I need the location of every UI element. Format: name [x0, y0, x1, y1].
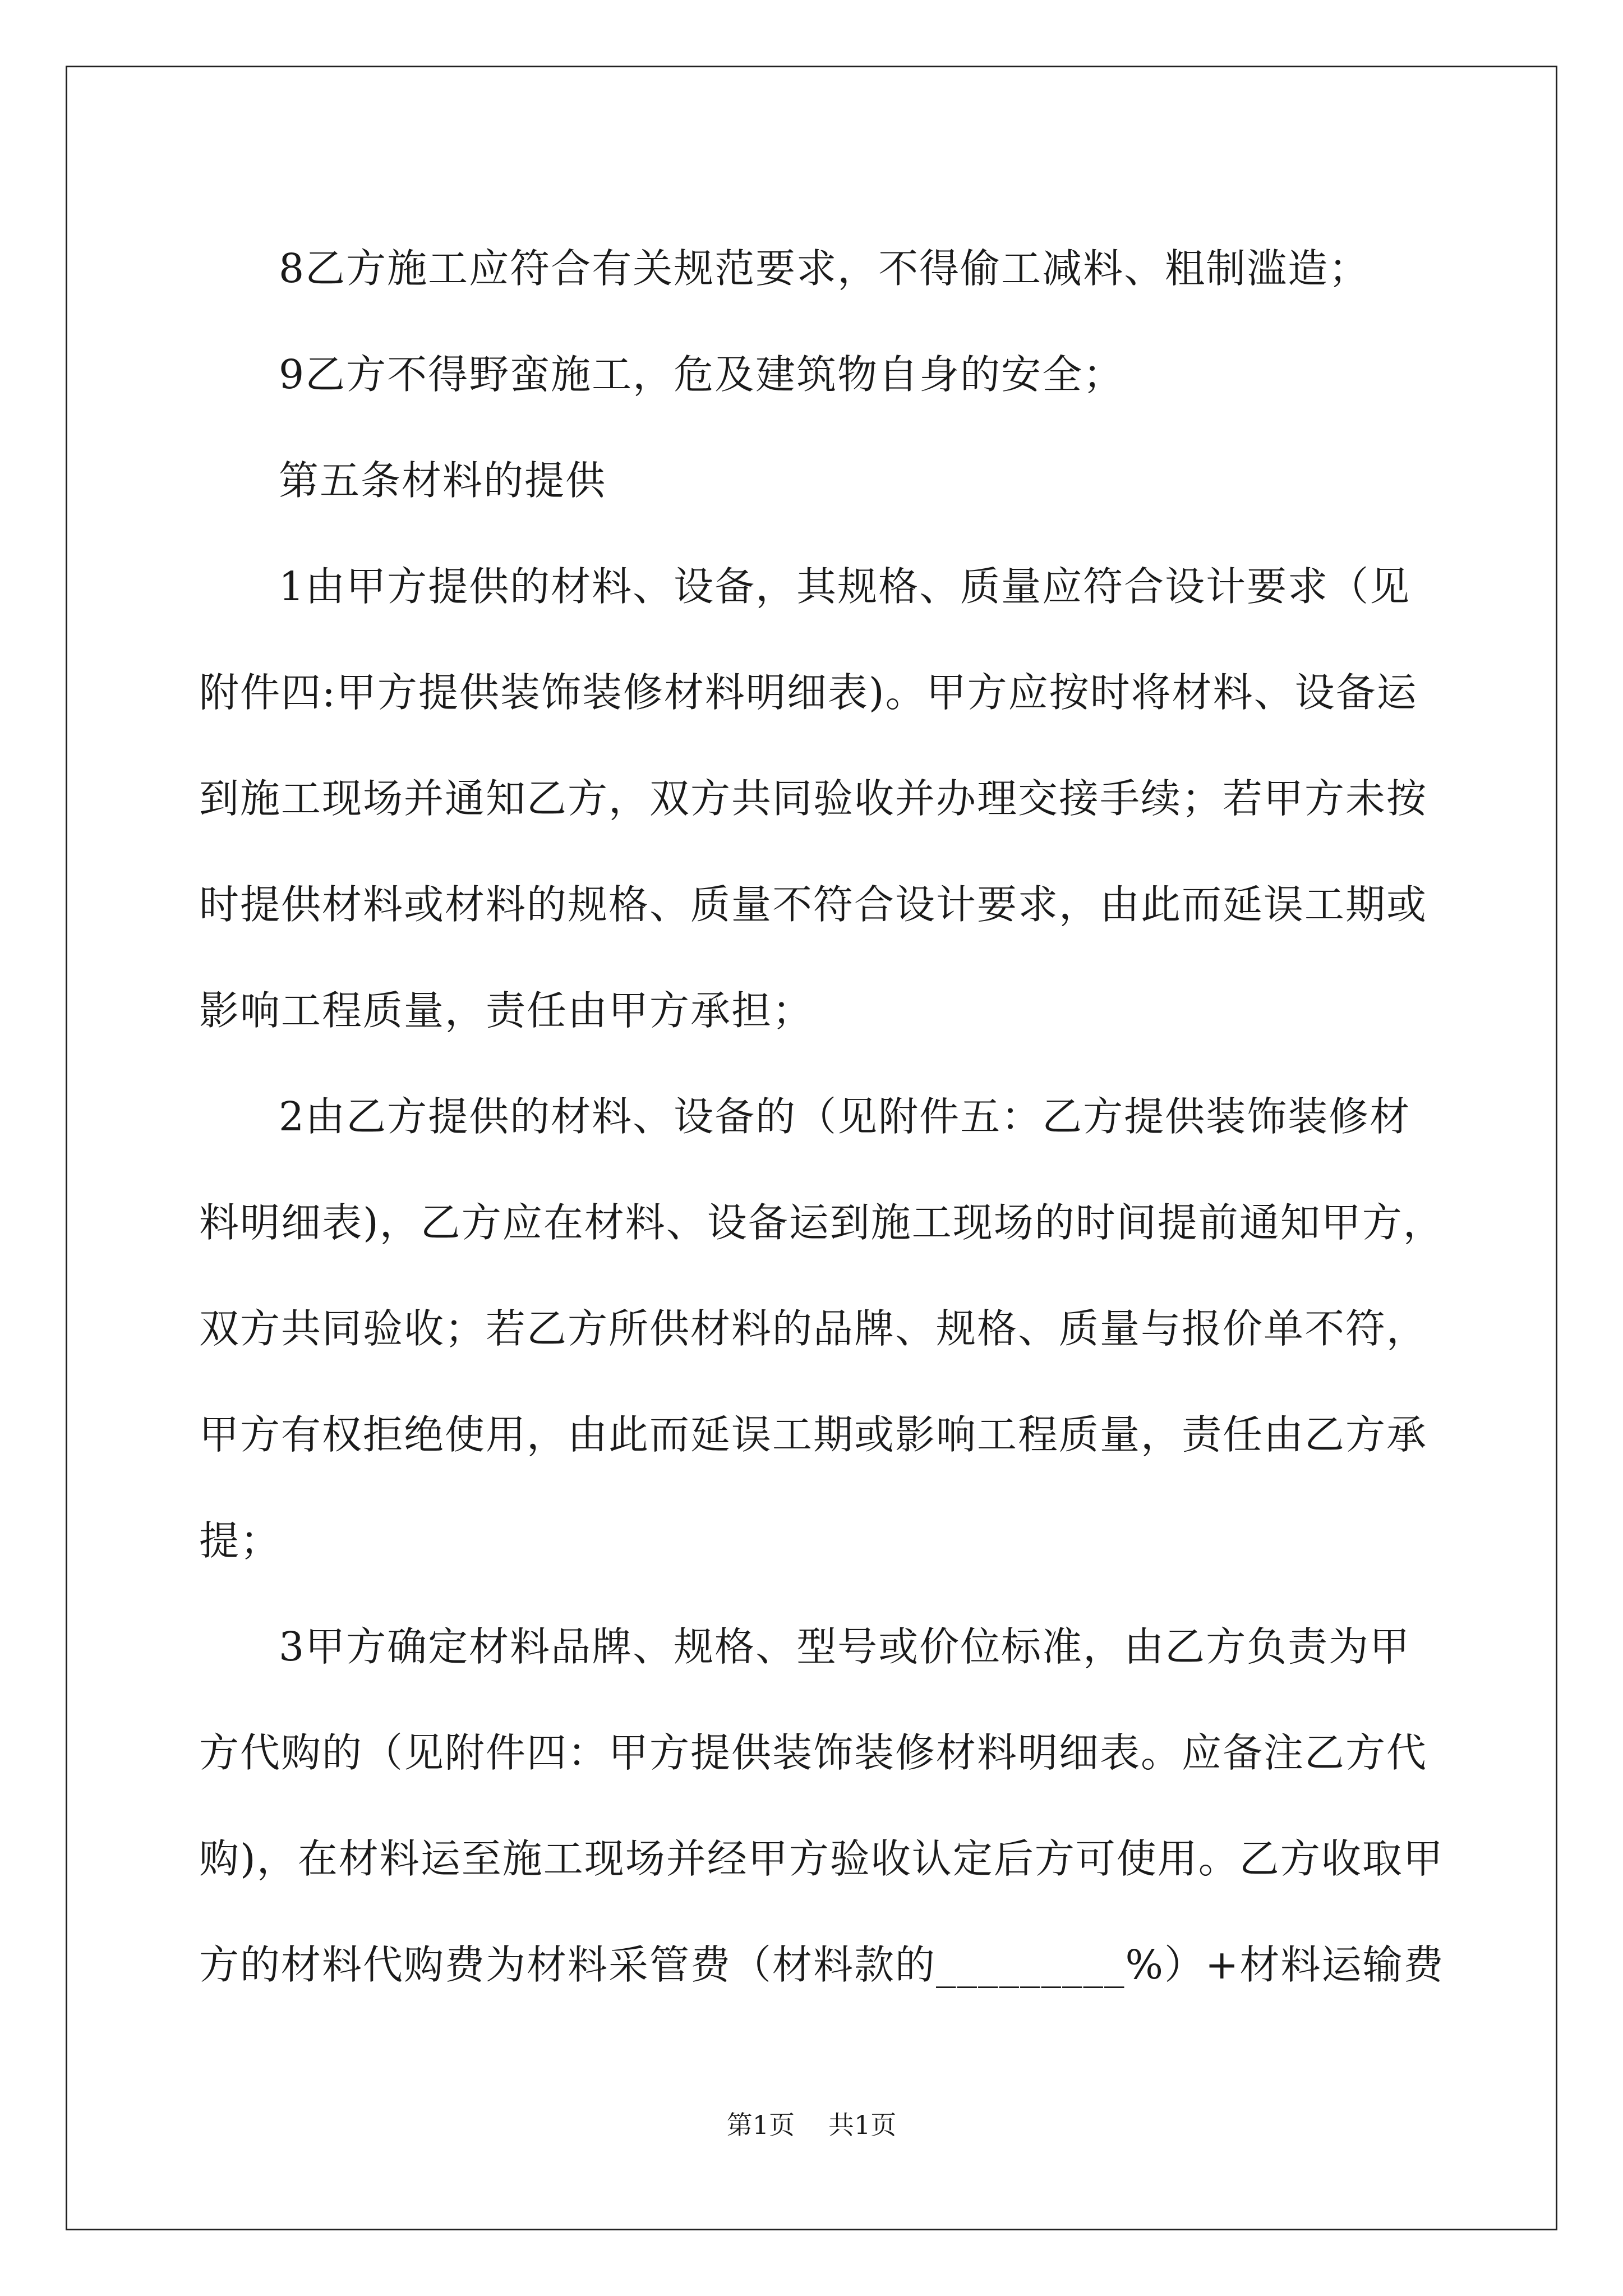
text-line: 1由甲方提供的材料、设备，其规格、质量应符合设计要求（见 [279, 563, 1411, 610]
text-line: 方代购的（见附件四：甲方提供装饰装修材料明细表。应备注乙方代 [199, 1729, 1428, 1776]
text-line: 时提供材料或材料的规格、质量不符合设计要求，由此而延误工期或 [199, 881, 1428, 928]
text-line: 9乙方不得野蛮施工，危及建筑物自身的安全； [279, 351, 1124, 398]
text-line: 提； [199, 1517, 282, 1564]
text-line: 方的材料代购费为材料采管费（材料款的_________%）+材料运输费 [199, 1941, 1445, 1988]
text-line: 附件四:甲方提供装饰装修材料明细表)。甲方应按时将材料、设备运 [199, 669, 1418, 716]
text-line: 8乙方施工应符合有关规范要求，不得偷工减料、粗制滥造； [279, 245, 1370, 292]
text-line: 甲方有权拒绝使用，由此而延误工期或影响工程质量，责任由乙方承 [199, 1411, 1428, 1458]
page-number-current: 第1页 [726, 2110, 795, 2140]
section-heading: 第五条材料的提供 [279, 457, 607, 504]
text-line: 购)，在材料运至施工现场并经甲方验收认定后方可使用。乙方收取甲 [199, 1835, 1444, 1882]
text-line: 影响工程质量，责任由甲方承担； [199, 987, 814, 1034]
text-line: 到施工现场并通知乙方，双方共同验收并办理交接手续；若甲方未按 [199, 775, 1428, 822]
text-line: 3甲方确定材料品牌、规格、型号或价位标准，由乙方负责为甲 [279, 1623, 1411, 1670]
document-body [199, 215, 1445, 2018]
page-number-total: 共1页 [828, 2110, 897, 2140]
text-line: 2由乙方提供的材料、设备的（见附件五：乙方提供装饰装修材 [279, 1093, 1411, 1140]
text-line: 料明细表)，乙方应在材料、设备运到施工现场的时间提前通知甲方， [199, 1199, 1444, 1246]
page-footer [0, 2108, 1623, 2142]
text-line: 双方共同验收；若乙方所供材料的品牌、规格、质量与报价单不符， [199, 1305, 1428, 1352]
